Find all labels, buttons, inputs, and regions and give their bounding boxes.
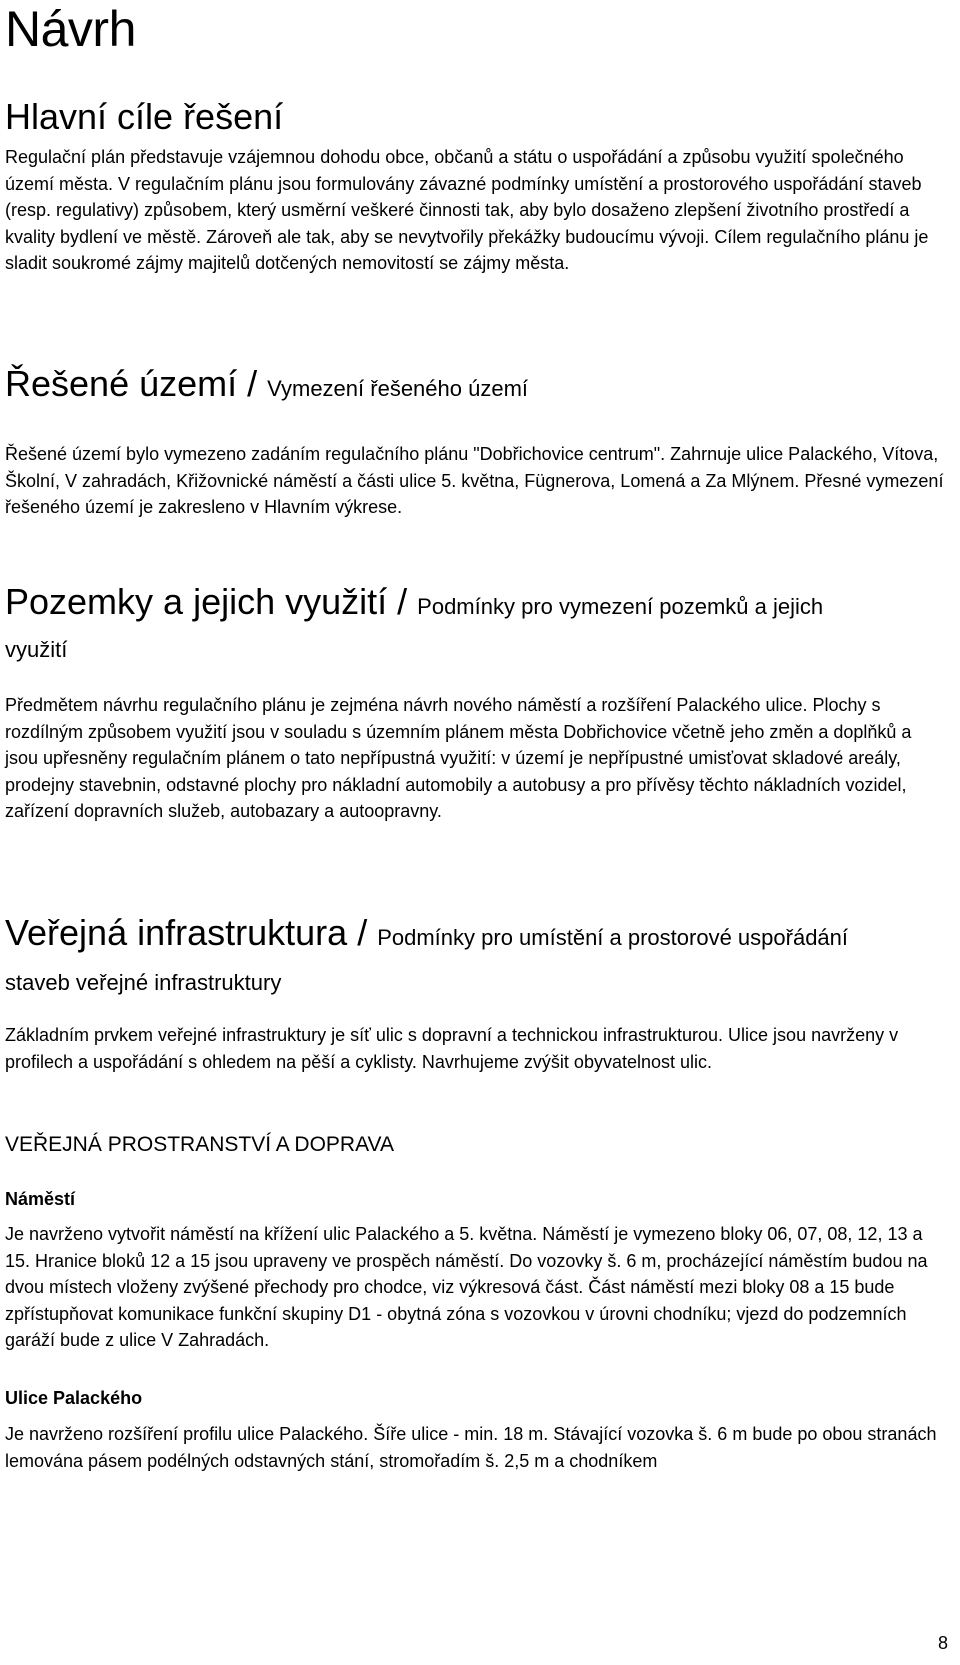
item-body-square: Je navrženo vytvořit náměstí na křížení ulic Palackého a 5. května. Náměstí je vymezeno bloky 06, 07, 08, 12, 13 a 15. Hranice bloků 12 a 15 jsou upraveny ve prospěch náměstí. Do vozovky š. 6 m, procházející náměstím budou na dvou místech vloženy zvýšené přechody pro chodce, viz výkresová část. Část náměstí mezi bloky 08 a 15 bude zpřístupňovat komunikace funkční skupiny D1 - obytná zóna s vozovkou v úrovni chodníku; vjezd do podzemních garáží bude z ulice V Zahradách. [5, 1224, 928, 1350]
section-heading-goals: Hlavní cíle řešení [5, 96, 284, 137]
item-heading-palackeho: Ulice Palackého [5, 1388, 143, 1408]
subsection-heading: VEŘEJNÁ PROSTRANSTVÍ A DOPRAVA [5, 1133, 394, 1156]
section-heading-plots [5, 583, 865, 669]
section-subheading-area: Vymezení řešeného území [267, 376, 529, 401]
section-subheading-plots: Podmínky pro vymezení pozemků a jejich využití [5, 594, 824, 662]
section-heading-infrastructure [5, 913, 865, 1003]
section-body-plots: Předmětem návrhu regulačního plánu je zejména návrh nového náměstí a rozšíření Palackého ulice. Plochy s rozdílným způsobem využití jsou v souladu s územním plánem města Dobřichovice včetně jeho změn a doplňků a jsou upřesněny regulačním plánem o tato nepřípustná využití: v území je nepřípustné umisťovat skladové areály, prodejny stavebnin, odstavné plochy pro nákladní automobily a autobusy a pro přívěsy těchto nákladních vozidel, zařízení dopravních služeb, autobazary a autoopravny. [5, 695, 912, 821]
page-title: Návrh [5, 1, 136, 57]
section-subheading-infrastructure: Podmínky pro umístění a prostorové uspořádání staveb veřejné infrastruktury [5, 925, 849, 995]
section-heading-area [5, 363, 528, 404]
section-body-infrastructure: Základním prvkem veřejné infrastruktury je síť ulic s dopravní a technickou infrastrukturou. Ulice jsou navrženy v profilech a uspořádání s ohledem na pěší a cyklisty. Navrhujeme zvýšit obyvatelnost ulic. [5, 1025, 899, 1072]
page-number: 8 [938, 1633, 949, 1653]
section-heading-area-main: Řešené území [5, 363, 238, 404]
heading-separator: / [387, 581, 418, 622]
section-body-goals: Regulační plán představuje vzájemnou dohodu obce, občanů a státu o uspořádání a způsobu využití společného území města. V regulačním plánu jsou formulovány závazné podmínky umístění a prostorového uspořádání staveb (resp. regulativy) způsobem, který usměrní veškeré činnosti tak, aby bylo dosaženo zlepšení životního prostředí a kvality bydlení ve městě. Zároveň ale tak, aby se nevytvořily překážky budoucímu vývoji. Cílem regulačního plánu je sladit soukromé zájmy majitelů dotčených nemovitostí se zájmy města. [5, 147, 929, 273]
item-body-palackeho: Je navrženo rozšíření profilu ulice Palackého. Šíře ulice - min. 18 m. Stávající vozovka š. 6 m bude po obou stranách lemována pásem podélných odstavných stání, stromořadím š. 2,5 m a chodníkem [5, 1424, 937, 1471]
section-heading-infrastructure-main: Veřejná infrastruktura [5, 912, 348, 953]
heading-separator: / [347, 912, 378, 953]
section-heading-plots-main: Pozemky a jejich využití [5, 581, 388, 622]
heading-separator: / [237, 363, 268, 404]
section-body-area: Řešené území bylo vymezeno zadáním regulačního plánu "Dobřichovice centrum". Zahrnuje ulice Palackého, Vítova, Školní, V zahradách, Křižovnické náměstí a části ulice 5. května, Fügnerova, Lomená a Za Mlýnem. Přesné vymezení řešeného území je zakresleno v Hlavním výkrese. [5, 444, 944, 517]
item-heading-square: Náměstí [5, 1189, 76, 1209]
